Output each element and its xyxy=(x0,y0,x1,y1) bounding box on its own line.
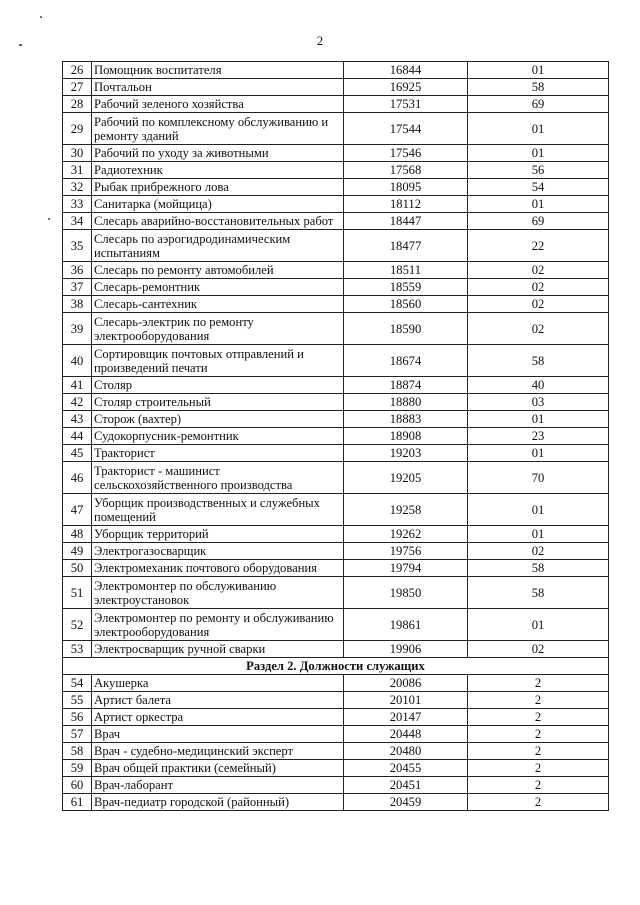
row-number: 27 xyxy=(63,79,92,96)
profession-name: Электрогазосварщик xyxy=(92,543,344,560)
profession-code: 18674 xyxy=(344,345,468,377)
row-number: 39 xyxy=(63,313,92,345)
table-row xyxy=(63,726,609,743)
row-number: 47 xyxy=(63,494,92,526)
group-code: 56 xyxy=(468,162,609,179)
profession-name: Санитарка (мойщица) xyxy=(92,196,344,213)
profession-code: 20455 xyxy=(344,760,468,777)
profession-name: Рабочий по комплексному обслуживанию и ремонту зданий xyxy=(92,113,344,145)
row-number: 54 xyxy=(63,675,92,692)
table-row xyxy=(63,179,609,196)
group-code: 2 xyxy=(468,794,609,811)
group-code: 01 xyxy=(468,62,609,79)
profession-code: 18590 xyxy=(344,313,468,345)
profession-name: Врач-педиатр городской (районный) xyxy=(92,794,344,811)
group-code: 70 xyxy=(468,462,609,494)
profession-code: 17531 xyxy=(344,96,468,113)
table-row xyxy=(63,445,609,462)
row-number: 26 xyxy=(63,62,92,79)
profession-code: 18560 xyxy=(344,296,468,313)
profession-name: Слесарь аварийно-восстановительных работ xyxy=(92,213,344,230)
group-code: 23 xyxy=(468,428,609,445)
profession-name: Артист оркестра xyxy=(92,709,344,726)
table-row xyxy=(63,560,609,577)
group-code: 01 xyxy=(468,526,609,543)
employees-rows xyxy=(63,675,609,811)
profession-code: 17546 xyxy=(344,145,468,162)
scan-speck xyxy=(48,218,50,220)
profession-code: 18559 xyxy=(344,279,468,296)
profession-code: 17568 xyxy=(344,162,468,179)
profession-name: Врач - судебно-медицинский эксперт xyxy=(92,743,344,760)
table-row xyxy=(63,543,609,560)
group-code: 58 xyxy=(468,577,609,609)
row-number: 46 xyxy=(63,462,92,494)
group-code: 2 xyxy=(468,726,609,743)
group-code: 02 xyxy=(468,313,609,345)
row-number: 45 xyxy=(63,445,92,462)
row-number: 37 xyxy=(63,279,92,296)
profession-name: Судокорпусник-ремонтник xyxy=(92,428,344,445)
profession-code: 20448 xyxy=(344,726,468,743)
group-code: 01 xyxy=(468,145,609,162)
profession-code: 20451 xyxy=(344,777,468,794)
row-number: 60 xyxy=(63,777,92,794)
row-number: 57 xyxy=(63,726,92,743)
profession-code: 17544 xyxy=(344,113,468,145)
profession-name: Слесарь по ремонту автомобилей xyxy=(92,262,344,279)
table-row xyxy=(63,296,609,313)
group-code: 58 xyxy=(468,560,609,577)
profession-name: Акушерка xyxy=(92,675,344,692)
table-row xyxy=(63,777,609,794)
table-row xyxy=(63,196,609,213)
profession-name: Врач-лаборант xyxy=(92,777,344,794)
profession-code: 16925 xyxy=(344,79,468,96)
section-row xyxy=(63,658,609,675)
table-row xyxy=(63,428,609,445)
group-code: 02 xyxy=(468,641,609,658)
group-code: 54 xyxy=(468,179,609,196)
table-row xyxy=(63,675,609,692)
row-number: 56 xyxy=(63,709,92,726)
table-row xyxy=(63,526,609,543)
table-row xyxy=(63,709,609,726)
group-code: 01 xyxy=(468,445,609,462)
group-code: 02 xyxy=(468,543,609,560)
row-number: 55 xyxy=(63,692,92,709)
profession-code: 18883 xyxy=(344,411,468,428)
profession-name: Тракторист xyxy=(92,445,344,462)
table-row xyxy=(63,394,609,411)
row-number: 28 xyxy=(63,96,92,113)
table-row xyxy=(63,743,609,760)
scan-speck xyxy=(40,16,42,18)
table-row xyxy=(63,230,609,262)
group-code: 03 xyxy=(468,394,609,411)
row-number: 30 xyxy=(63,145,92,162)
table-row xyxy=(63,411,609,428)
row-number: 51 xyxy=(63,577,92,609)
table-row xyxy=(63,62,609,79)
group-code: 02 xyxy=(468,262,609,279)
table-row xyxy=(63,113,609,145)
profession-name: Тракторист - машинист сельскохозяйственного производства xyxy=(92,462,344,494)
profession-name: Слесарь-ремонтник xyxy=(92,279,344,296)
group-code: 01 xyxy=(468,494,609,526)
workers-rows xyxy=(63,62,609,658)
group-code: 01 xyxy=(468,196,609,213)
profession-code: 20086 xyxy=(344,675,468,692)
table-row xyxy=(63,79,609,96)
group-code: 02 xyxy=(468,279,609,296)
profession-code: 18880 xyxy=(344,394,468,411)
row-number: 43 xyxy=(63,411,92,428)
group-code: 01 xyxy=(468,411,609,428)
table-row xyxy=(63,377,609,394)
profession-code: 18112 xyxy=(344,196,468,213)
profession-code: 19850 xyxy=(344,577,468,609)
profession-code: 18095 xyxy=(344,179,468,196)
row-number: 36 xyxy=(63,262,92,279)
group-code: 2 xyxy=(468,760,609,777)
profession-code: 20480 xyxy=(344,743,468,760)
profession-name: Радиотехник xyxy=(92,162,344,179)
profession-name: Электромеханик почтового оборудования xyxy=(92,560,344,577)
profession-name: Электромонтер по обслуживанию электроустановок xyxy=(92,577,344,609)
group-code: 01 xyxy=(468,609,609,641)
row-number: 48 xyxy=(63,526,92,543)
row-number: 44 xyxy=(63,428,92,445)
profession-name: Электросварщик ручной сварки xyxy=(92,641,344,658)
page-number: 2 xyxy=(316,33,324,48)
row-number: 52 xyxy=(63,609,92,641)
group-code: 69 xyxy=(468,213,609,230)
group-code: 2 xyxy=(468,777,609,794)
profession-code: 19906 xyxy=(344,641,468,658)
row-number: 53 xyxy=(63,641,92,658)
profession-name: Сторож (вахтер) xyxy=(92,411,344,428)
section-2-header xyxy=(63,658,609,675)
profession-code: 19205 xyxy=(344,462,468,494)
table-row xyxy=(63,577,609,609)
table-row xyxy=(63,641,609,658)
profession-name: Рыбак прибрежного лова xyxy=(92,179,344,196)
profession-code: 19203 xyxy=(344,445,468,462)
profession-code: 19861 xyxy=(344,609,468,641)
profession-name: Сортировщик почтовых отправлений и произведений печати xyxy=(92,345,344,377)
profession-name: Артист балета xyxy=(92,692,344,709)
profession-code: 18447 xyxy=(344,213,468,230)
profession-code: 20459 xyxy=(344,794,468,811)
group-code: 2 xyxy=(468,743,609,760)
profession-code: 20147 xyxy=(344,709,468,726)
row-number: 29 xyxy=(63,113,92,145)
profession-name: Уборщик производственных и служебных помещений xyxy=(92,494,344,526)
profession-code: 18908 xyxy=(344,428,468,445)
table-row xyxy=(63,145,609,162)
profession-name: Слесарь-сантехник xyxy=(92,296,344,313)
table-row xyxy=(63,609,609,641)
profession-code: 19258 xyxy=(344,494,468,526)
group-code: 2 xyxy=(468,709,609,726)
group-code: 58 xyxy=(468,345,609,377)
row-number: 31 xyxy=(63,162,92,179)
row-number: 50 xyxy=(63,560,92,577)
table-row xyxy=(63,313,609,345)
profession-code: 18874 xyxy=(344,377,468,394)
profession-name: Помощник воспитателя xyxy=(92,62,344,79)
row-number: 42 xyxy=(63,394,92,411)
table-row xyxy=(63,462,609,494)
table-row xyxy=(63,494,609,526)
group-code: 2 xyxy=(468,675,609,692)
row-number: 35 xyxy=(63,230,92,262)
profession-code: 19756 xyxy=(344,543,468,560)
profession-name: Электромонтер по ремонту и обслуживанию электрооборудования xyxy=(92,609,344,641)
group-code: 40 xyxy=(468,377,609,394)
row-number: 58 xyxy=(63,743,92,760)
table-row xyxy=(63,760,609,777)
profession-code: 18511 xyxy=(344,262,468,279)
table-row xyxy=(63,262,609,279)
profession-name: Рабочий по уходу за животными xyxy=(92,145,344,162)
table-row xyxy=(63,279,609,296)
table-row xyxy=(63,162,609,179)
row-number: 32 xyxy=(63,179,92,196)
row-number: 33 xyxy=(63,196,92,213)
profession-name: Врач общей практики (семейный) xyxy=(92,760,344,777)
profession-name: Слесарь по аэрогидродинамическим испытаниям xyxy=(92,230,344,262)
profession-code: 19262 xyxy=(344,526,468,543)
table-row xyxy=(63,345,609,377)
profession-name: Почтальон xyxy=(92,79,344,96)
profession-code: 19794 xyxy=(344,560,468,577)
group-code: 69 xyxy=(468,96,609,113)
row-number: 41 xyxy=(63,377,92,394)
profession-code: 18477 xyxy=(344,230,468,262)
profession-name: Слесарь-электрик по ремонту электрооборудования xyxy=(92,313,344,345)
profession-table xyxy=(62,61,609,811)
profession-name: Рабочий зеленого хозяйства xyxy=(92,96,344,113)
row-number: 38 xyxy=(63,296,92,313)
profession-code: 20101 xyxy=(344,692,468,709)
profession-name: Столяр xyxy=(92,377,344,394)
group-code: 2 xyxy=(468,692,609,709)
profession-code: 16844 xyxy=(344,62,468,79)
group-code: 58 xyxy=(468,79,609,96)
table-row xyxy=(63,692,609,709)
table-row xyxy=(63,96,609,113)
row-number: 40 xyxy=(63,345,92,377)
profession-name: Уборщик территорий xyxy=(92,526,344,543)
profession-name: Столяр строительный xyxy=(92,394,344,411)
group-code: 22 xyxy=(468,230,609,262)
table-row xyxy=(63,794,609,811)
row-number: 49 xyxy=(63,543,92,560)
row-number: 34 xyxy=(63,213,92,230)
section-title: Раздел 2. Должности служащих xyxy=(63,658,609,675)
row-number: 59 xyxy=(63,760,92,777)
profession-name: Врач xyxy=(92,726,344,743)
group-code: 01 xyxy=(468,113,609,145)
row-number: 61 xyxy=(63,794,92,811)
group-code: 02 xyxy=(468,296,609,313)
table-row xyxy=(63,213,609,230)
